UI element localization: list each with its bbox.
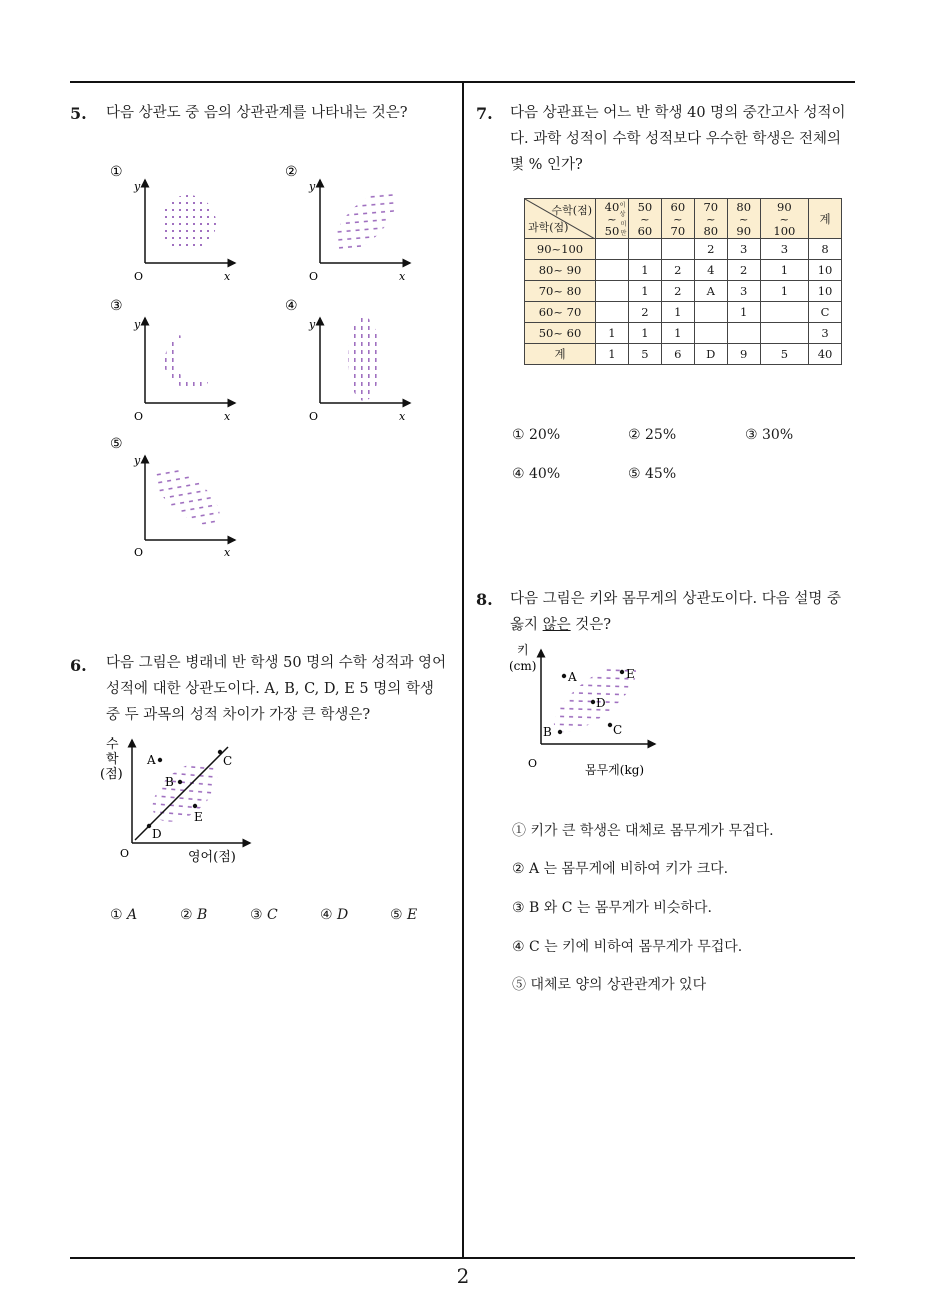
q5-cluster-vertical [348,317,380,401]
q7-table-cell: 1 [760,281,808,302]
q7-table-cell: 1 [661,302,694,323]
svg-text:O: O [528,757,538,770]
q7-col-60-70: 60 ~ 70 [661,199,694,239]
q5-cluster-positive [324,181,406,263]
svg-text:수: 수 [106,737,119,752]
q7-table-cell [596,281,629,302]
q5-chart-5[interactable] [110,436,235,558]
q7-row-label: 계 [525,344,596,365]
q8-number: 8. [476,590,493,609]
q7-table-cell: 1 [628,323,661,344]
q5-chart-4[interactable] [285,298,410,423]
svg-text:영어(점): 영어(점) [188,850,236,865]
q7-line1: 다음 상관표는 어느 반 학생 40 명의 중간고사 성적이 [510,105,846,121]
q5-chart-3[interactable] [110,298,235,423]
q7-number: 7. [476,104,493,123]
q7-table-cell: 3 [727,281,760,302]
q6-number: 6. [70,656,87,675]
q6-line2: 성적에 대한 상관도이다. A, B, C, D, E 5 명의 학생 [106,681,434,697]
q7-table-cell: 10 [809,281,842,302]
q7-table-cell: 2 [694,239,727,260]
q7-table-cell: 10 [809,260,842,281]
q7-corner-cell: 수학(점) 과학(점) [525,199,596,239]
svg-text:x: x [399,270,406,283]
svg-text:학: 학 [106,752,119,767]
q7-table-cell: A [694,281,727,302]
q5-label-1: ① [110,164,123,180]
q5-text: 다음 상관도 중 음의 상관관계를 나타내는 것은? [106,105,408,121]
q8-point-c: C [613,723,623,737]
q7-table-cell: 2 [661,281,694,302]
q8-option-2[interactable]: ② A 는 몸무게에 비하여 키가 크다. [512,861,729,877]
q6-point-d: D [152,827,162,841]
q6-point-c: C [223,754,233,768]
svg-text:⑤: ⑤ [110,436,123,452]
q7-table-cell: 1 [628,260,661,281]
svg-text:④: ④ [285,298,298,314]
q7-table-cell: 5 [628,344,661,365]
q7-table-cell: 5 [760,344,808,365]
q7-table-cell: 1 [596,344,629,365]
q7-table-cell: C [809,302,842,323]
q6-option-4[interactable]: ④ D [320,907,349,923]
q6-point-b: B [165,775,174,789]
q8-point-b: B [543,725,552,739]
svg-text:y: y [309,318,316,331]
q6-point-e: E [194,810,203,824]
q7-table-cell [760,323,808,344]
q6-line3: 중 두 과목의 성적 차이가 가장 큰 학생은? [106,707,371,723]
q8-option-3[interactable]: ③ B 와 C 는 몸무게가 비슷하다. [512,900,712,916]
q8-line2: 옳지 않은 것은? [510,617,612,633]
svg-text:x: x [399,410,406,423]
svg-text:x: x [224,546,231,558]
q7-col-40-50: 이상 미만 40 ~ 50 [596,199,629,239]
q5-scatter-options [100,158,440,558]
svg-text:O: O [134,546,144,558]
q7-col-80-90: 80 ~ 90 [727,199,760,239]
q5-cluster-circle [160,195,216,251]
q7-table-cell: 2 [727,260,760,281]
q7-row-label: 70~ 80 [525,281,596,302]
q7-col-90-100: 90 ~ 100 [760,199,808,239]
q7-row-label: 60~ 70 [525,302,596,323]
q5-number: 5. [70,104,87,123]
q7-table-row [525,302,842,323]
q7-table-cell: 6 [661,344,694,365]
q5-cluster-negative [145,456,229,535]
q5-cluster-crescent [164,335,208,388]
q7-option-2[interactable]: ② 25% [628,427,677,443]
q7-option-1[interactable]: ① 20% [512,427,561,443]
svg-text:(cm): (cm) [509,659,537,673]
q7-line2: 다. 과학 성적이 수학 성적보다 우수한 학생은 전체의 [510,131,842,147]
q7-table-cell [596,239,629,260]
column-divider [462,82,464,1258]
q7-table-cell [727,323,760,344]
q7-table-cell [596,302,629,323]
q7-table-cell: 3 [809,323,842,344]
q7-table-cell: 1 [727,302,760,323]
q8-point-d: D [596,696,606,710]
q7-table-cell: 8 [809,239,842,260]
q7-table-cell [628,239,661,260]
svg-text:O: O [309,410,319,423]
q7-table-cell [661,239,694,260]
svg-text:y: y [309,180,316,193]
q8-line1: 다음 그림은 키와 몸무게의 상관도이다. 다음 설명 중 [510,591,842,607]
bottom-rule [70,1257,855,1259]
q7-col-total: 계 [809,199,842,239]
q7-table-cell: 2 [628,302,661,323]
q7-table-row [525,239,842,260]
q7-option-4[interactable]: ④ 40% [512,466,561,482]
q8-option-4[interactable]: ④ C 는 키에 비하여 몸무게가 무겁다. [512,939,743,955]
q7-table-cell [596,260,629,281]
q8-point-e: E [626,667,635,681]
q6-option-5[interactable]: ⑤ E [390,907,418,923]
q6-option-2[interactable]: ② B [180,907,208,923]
q7-row-label: 80~ 90 [525,260,596,281]
q5-chart-1[interactable] [110,164,235,283]
q7-col-50-60: 50 ~ 60 [628,199,661,239]
q7-table-cell [694,302,727,323]
svg-text:x: x [224,410,231,423]
q7-table-row [525,281,842,302]
q7-table-cell: 1 [661,323,694,344]
svg-text:키: 키 [517,643,529,657]
q7-table-cell: 3 [760,239,808,260]
q7-table-cell: 1 [760,260,808,281]
q7-table-cell [760,302,808,323]
svg-text:y: y [134,180,141,193]
q6-line1: 다음 그림은 병래네 반 학생 50 명의 수학 성적과 영어 [106,655,447,671]
q7-table-cell: 9 [727,344,760,365]
svg-text:x: x [224,270,231,283]
q6-scatter [100,730,280,870]
q8-point-a: A [568,670,577,684]
svg-text:O: O [134,270,144,283]
page-number: 2 [456,1264,470,1288]
q6-point-a: A [147,753,156,767]
q7-row-label: 90~100 [525,239,596,260]
svg-text:③: ③ [110,298,123,314]
q7-table-row [525,260,842,281]
svg-text:O: O [120,847,130,860]
svg-text:O: O [309,270,319,283]
q6-option-1[interactable]: ① A [110,907,138,923]
q7-table-row [525,344,842,365]
q7-table-row [525,323,842,344]
svg-text:y: y [134,454,141,467]
q5-chart-2[interactable] [285,164,410,283]
q7-col-70-80: 70 ~ 80 [694,199,727,239]
q7-table-cell: 4 [694,260,727,281]
q7-row-label: 50~ 60 [525,323,596,344]
q7-correlation-table [524,198,842,365]
svg-text:y: y [134,318,141,331]
q7-table-cell: 1 [628,281,661,302]
q7-table-cell: 2 [661,260,694,281]
q8-scatter [505,640,665,785]
q7-option-5[interactable]: ⑤ 45% [628,466,677,482]
q7-table-cell: 3 [727,239,760,260]
q7-table-cell [694,323,727,344]
q7-option-3[interactable]: ③ 30% [745,427,794,443]
q7-table-cell: D [694,344,727,365]
q7-table-cell: 40 [809,344,842,365]
q8-option-5[interactable]: ⑤ 대체로 양의 상관관계가 있다 [512,977,707,993]
svg-text:(점): (점) [100,767,123,782]
svg-text:O: O [134,410,144,423]
q8-option-1[interactable]: ① 키가 큰 학생은 대체로 몸무게가 무겁다. [512,823,774,839]
svg-text:②: ② [285,164,298,180]
svg-text:몸무게(kg): 몸무게(kg) [585,763,645,777]
q6-option-3[interactable]: ③ C [250,907,278,923]
q7-line3: 몇 % 인가? [510,157,583,173]
q7-table-cell: 1 [596,323,629,344]
